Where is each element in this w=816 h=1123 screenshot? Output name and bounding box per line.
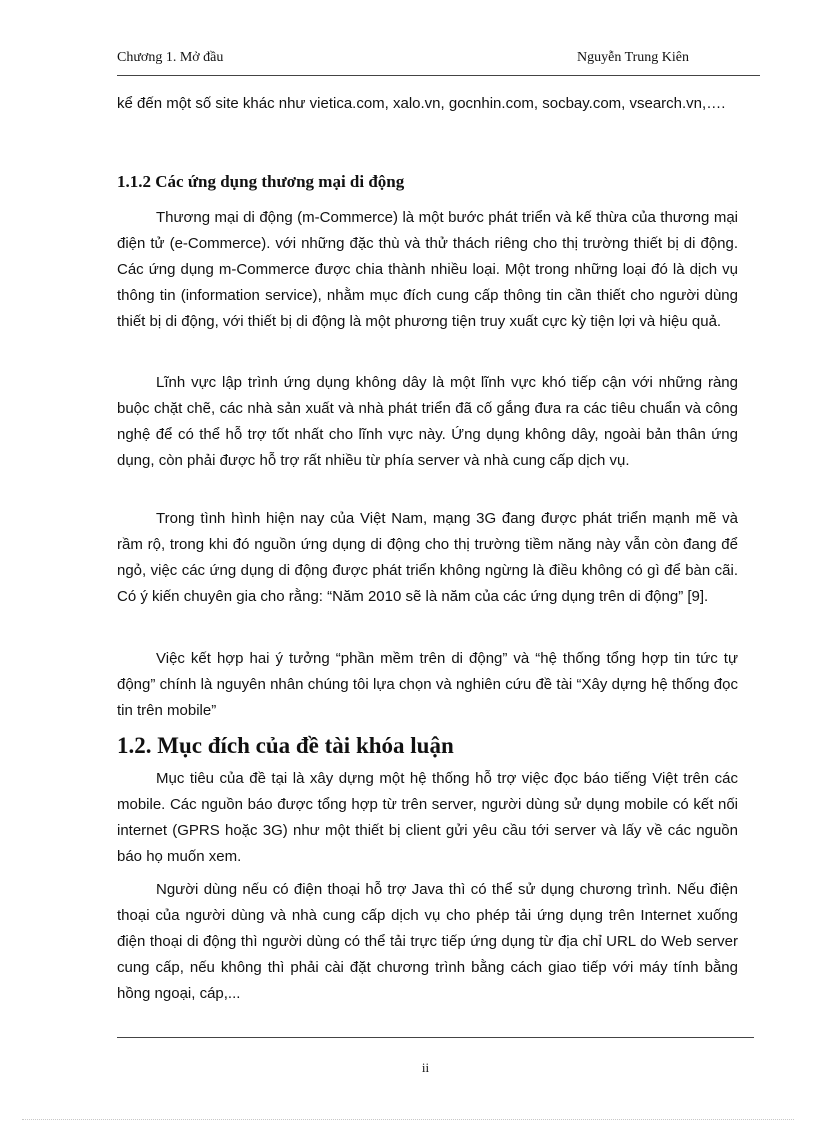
header-author: Nguyễn Trung Kiên — [577, 50, 690, 65]
paragraph-idea-combination: Việc kết hợp hai ý tưởng “phần mềm trên di động” và “hệ thống tổng hợp tin tức tự động” chính là nguyên nhân chúng tôi lựa chọn và nghiên cứu đề tài “Xây dựng hệ thống đọc tin trên mobile” — [117, 650, 738, 719]
page-bottom-edge — [22, 1119, 794, 1120]
page-number: ii — [421, 1060, 430, 1075]
section-1-1-2-heading: 1.1.2 Các ứng dụng thương mại di động — [117, 172, 405, 191]
footer-rule — [117, 1037, 754, 1038]
paragraph-java-users: Người dùng nếu có điện thoại hỗ trợ Java thì có thể sử dụng chương trình. Nếu điện thoại của người dùng và nhà cung cấp dịch vụ cho phép tải ứng dụng trên Internet xuống điện thoại di động thì người dùng có thể tải trực tiếp ứng dụng từ địa chỉ URL do Web server cung cấp, nếu không thì phải cài đặt chương trình bằng cách giao tiếp với máy tính bằng hồng ngoại, cáp,... — [117, 881, 738, 1002]
paragraph-objective: Mục tiêu của đề tại là xây dựng một hệ thống hỗ trợ việc đọc báo tiếng Việt trên các mobile. Các nguồn báo được tổng hợp từ trên server, người dùng sử dụng mobile có kết nối internet (GPRS hoặc 3G) như một thiết bị client gửi yêu cầu tới server và lấy về các nguồn báo họ muốn xem. — [117, 770, 738, 865]
paragraph-wireless-programming: Lĩnh vực lập trình ứng dụng không dây là một lĩnh vực khó tiếp cận với những ràng buộc chặt chẽ, các nhà sản xuất và nhà phát triển đã cố gắng đưa ra các tiêu chuẩn và công nghệ để có thể hỗ trợ tốt nhất cho lĩnh vực này. Ứng dụng không dây, ngoài bản thân ứng dụng, còn phải được hỗ trợ rất nhiều từ phía server và nhà cung cấp dịch vụ. — [117, 374, 738, 469]
intro-continuation-paragraph: kể đến một số site khác như vietica.com, xalo.vn, gocnhin.com, socbay.com, vsearch.vn,…. — [117, 95, 726, 112]
header-chapter: Chương 1. Mở đầu — [117, 50, 224, 65]
section-1-2-heading: 1.2. Mục đích của đề tài khóa luận — [117, 733, 454, 758]
paragraph-m-commerce: Thương mại di động (m-Commerce) là một bước phát triển và kế thừa của thương mại điện tử (e-Commerce). với những đặc thù và thử thách riêng cho thị trường thiết bị di động. Các ứng dụng m-Commerce được chia thành nhiều loại. Một trong những loại đó là dịch vụ thông tin (information service), nhằm mục đích cung cấp thông tin cần thiết cho người dùng thiết bị di động, với thiết bị di động là một phương tiện truy xuất cực kỳ tiện lợi và hiệu quả. — [117, 209, 738, 330]
paragraph-vietnam-3g: Trong tình hình hiện nay của Việt Nam, mạng 3G đang được phát triển mạnh mẽ và rầm rộ, trong khi đó nguồn ứng dụng di động cho thị trường tiềm năng này vẫn còn đang để ngỏ, việc các ứng dụng di động được phát triển không ngừng là điều không có gì để bàn cãi. Có ý kiến chuyên gia cho rằng: “Năm 2010 sẽ là năm của các ứng dụng trên di động” [9]. — [117, 510, 738, 605]
header-rule — [117, 75, 760, 76]
